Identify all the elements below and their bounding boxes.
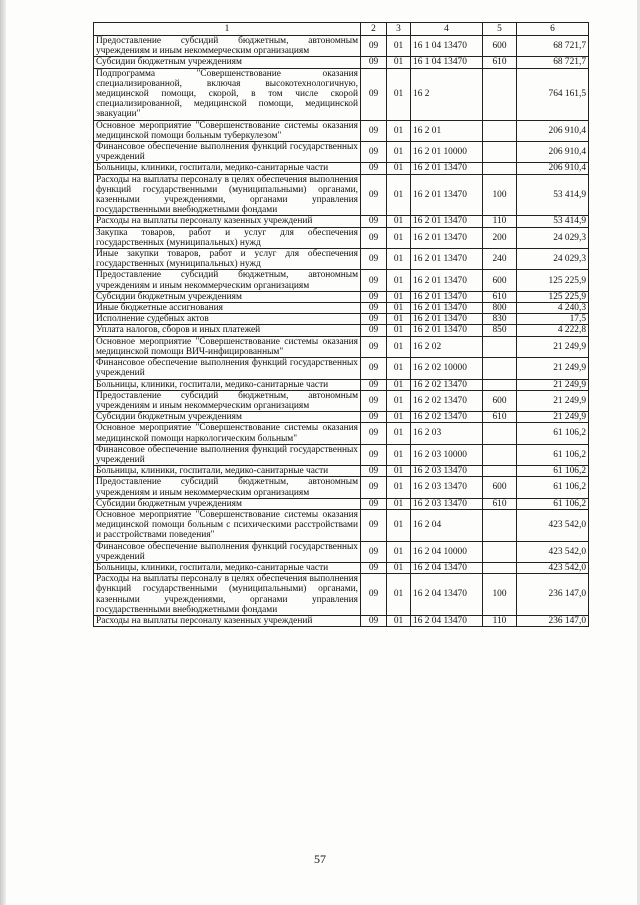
amount-cell: 68 721,7: [517, 57, 589, 68]
column-header: 5: [483, 23, 517, 36]
section-code-cell: 01: [387, 390, 411, 411]
ministry-code-cell: 09: [361, 314, 387, 325]
target-article-cell: 16 2 01 13470: [411, 291, 483, 302]
expense-type-cell: [483, 120, 517, 141]
expense-name-cell: Субсидии бюджетным учреждениям: [94, 291, 361, 302]
target-article-cell: 16 2 02 10000: [411, 358, 483, 379]
table-row: [94, 390, 589, 411]
target-article-cell: 16 2: [411, 68, 483, 120]
table-row: [94, 142, 589, 163]
amount-cell: 423 542,0: [517, 541, 589, 562]
table-row: [94, 291, 589, 302]
expense-type-cell: 600: [483, 477, 517, 498]
expense-name-cell: Финансовое обеспечение выполнения функций государственных учреждений: [94, 358, 361, 379]
table-row: [94, 57, 589, 68]
expense-type-cell: 610: [483, 57, 517, 68]
expense-type-cell: 800: [483, 303, 517, 314]
table-row: [94, 379, 589, 390]
table-row: [94, 325, 589, 336]
amount-cell: 236 147,0: [517, 574, 589, 616]
target-article-cell: 16 2 03 10000: [411, 444, 483, 465]
expense-name-cell: Финансовое обеспечение выполнения функций государственных учреждений: [94, 444, 361, 465]
target-article-cell: 16 2 04 10000: [411, 541, 483, 562]
ministry-code-cell: 09: [361, 120, 387, 141]
expense-type-cell: 610: [483, 412, 517, 423]
expense-type-cell: [483, 358, 517, 379]
amount-cell: 4 222,8: [517, 325, 589, 336]
section-code-cell: 01: [387, 615, 411, 626]
column-header: 2: [361, 23, 387, 36]
section-code-cell: 01: [387, 57, 411, 68]
expense-name-cell: Больницы, клиники, госпитали, медико-санитарные части: [94, 379, 361, 390]
amount-cell: 21 249,9: [517, 336, 589, 357]
table-row: [94, 562, 589, 573]
amount-cell: 21 249,9: [517, 412, 589, 423]
expense-type-cell: [483, 541, 517, 562]
target-article-cell: 16 2 03 13470: [411, 466, 483, 477]
expense-type-cell: [483, 336, 517, 357]
table-row: [94, 444, 589, 465]
amount-cell: 53 414,9: [517, 174, 589, 216]
section-code-cell: 01: [387, 291, 411, 302]
section-code-cell: 01: [387, 574, 411, 616]
target-article-cell: 16 2 04 13470: [411, 562, 483, 573]
table-row: [94, 314, 589, 325]
expense-type-cell: 600: [483, 36, 517, 57]
section-code-cell: 01: [387, 174, 411, 216]
table-row: [94, 120, 589, 141]
expense-type-cell: [483, 142, 517, 163]
ministry-code-cell: 09: [361, 36, 387, 57]
expense-type-cell: [483, 68, 517, 120]
target-article-cell: 16 2 01 13470: [411, 249, 483, 270]
ministry-code-cell: 09: [361, 423, 387, 444]
expense-type-cell: 610: [483, 291, 517, 302]
section-code-cell: 01: [387, 227, 411, 248]
column-header: 4: [411, 23, 483, 36]
target-article-cell: 16 2 04: [411, 509, 483, 541]
expense-name-cell: Больницы, клиники, госпитали, медико-санитарные части: [94, 466, 361, 477]
expense-type-cell: [483, 509, 517, 541]
amount-cell: 125 225,9: [517, 270, 589, 291]
ministry-code-cell: 09: [361, 498, 387, 509]
amount-cell: 61 106,2: [517, 466, 589, 477]
ministry-code-cell: 09: [361, 174, 387, 216]
column-header: 3: [387, 23, 411, 36]
section-code-cell: 01: [387, 303, 411, 314]
expense-type-cell: 240: [483, 249, 517, 270]
target-article-cell: 16 2 01 13470: [411, 227, 483, 248]
table-row: [94, 615, 589, 626]
expense-type-cell: [483, 423, 517, 444]
section-code-cell: 01: [387, 477, 411, 498]
expense-type-cell: [483, 379, 517, 390]
ministry-code-cell: 09: [361, 57, 387, 68]
section-code-cell: 01: [387, 314, 411, 325]
expense-type-cell: 850: [483, 325, 517, 336]
expense-name-cell: Основное мероприятие "Совершенствование системы оказания медицинской помощи ВИЧ-инфицированным": [94, 336, 361, 357]
scan-edge-left: [0, 0, 6, 905]
expense-name-cell: Иные бюджетные ассигнования: [94, 303, 361, 314]
amount-cell: 423 542,0: [517, 562, 589, 573]
amount-cell: 21 249,9: [517, 358, 589, 379]
target-article-cell: 16 2 02: [411, 336, 483, 357]
ministry-code-cell: 09: [361, 615, 387, 626]
amount-cell: 206 910,4: [517, 142, 589, 163]
expense-name-cell: Предоставление субсидий бюджетным, автономным учреждениям и иным некоммерческим организациям: [94, 477, 361, 498]
target-article-cell: 16 2 02 13470: [411, 412, 483, 423]
amount-cell: 4 240,3: [517, 303, 589, 314]
column-header: 6: [517, 23, 589, 36]
budget-table: [93, 22, 589, 627]
expense-name-cell: Финансовое обеспечение выполнения функций государственных учреждений: [94, 541, 361, 562]
expense-type-cell: 610: [483, 498, 517, 509]
section-code-cell: 01: [387, 216, 411, 227]
section-code-cell: 01: [387, 412, 411, 423]
expense-type-cell: 600: [483, 390, 517, 411]
target-article-cell: 16 2 01 13470: [411, 314, 483, 325]
section-code-cell: 01: [387, 379, 411, 390]
target-article-cell: 16 1 04 13470: [411, 57, 483, 68]
target-article-cell: 16 2 01 13470: [411, 270, 483, 291]
section-code-cell: 01: [387, 541, 411, 562]
amount-cell: 61 106,2: [517, 477, 589, 498]
expense-name-cell: Финансовое обеспечение выполнения функций государственных учреждений: [94, 142, 361, 163]
target-article-cell: 16 2 01 10000: [411, 142, 483, 163]
expense-type-cell: 110: [483, 615, 517, 626]
expense-name-cell: Субсидии бюджетным учреждениям: [94, 412, 361, 423]
table-row: [94, 163, 589, 174]
table-row: [94, 423, 589, 444]
target-article-cell: 16 2 02 13470: [411, 379, 483, 390]
amount-cell: 17,5: [517, 314, 589, 325]
table-row: [94, 336, 589, 357]
expense-type-cell: [483, 466, 517, 477]
expense-type-cell: [483, 444, 517, 465]
table-row: [94, 249, 589, 270]
target-article-cell: 16 2 01: [411, 120, 483, 141]
target-article-cell: 16 2 01 13470: [411, 303, 483, 314]
table-row: [94, 68, 589, 120]
ministry-code-cell: 09: [361, 390, 387, 411]
target-article-cell: 16 2 01 13470: [411, 325, 483, 336]
target-article-cell: 16 2 03 13470: [411, 498, 483, 509]
expense-type-cell: 600: [483, 270, 517, 291]
table-row: [94, 412, 589, 423]
table-row: [94, 574, 589, 616]
section-code-cell: 01: [387, 325, 411, 336]
expense-name-cell: Субсидии бюджетным учреждениям: [94, 57, 361, 68]
target-article-cell: 16 2 03: [411, 423, 483, 444]
ministry-code-cell: 09: [361, 562, 387, 573]
expense-type-cell: 100: [483, 574, 517, 616]
section-code-cell: 01: [387, 336, 411, 357]
table-row: [94, 227, 589, 248]
expense-name-cell: Больницы, клиники, госпитали, медико-санитарные части: [94, 562, 361, 573]
expense-name-cell: Закупка товаров, работ и услуг для обеспечения государственных (муниципальных) нужд: [94, 227, 361, 248]
column-header: 1: [94, 23, 361, 36]
target-article-cell: 16 2 01 13470: [411, 216, 483, 227]
ministry-code-cell: 09: [361, 444, 387, 465]
ministry-code-cell: 09: [361, 216, 387, 227]
expense-name-cell: Расходы на выплаты персоналу казенных учреждений: [94, 216, 361, 227]
amount-cell: 764 161,5: [517, 68, 589, 120]
amount-cell: 68 721,7: [517, 36, 589, 57]
ministry-code-cell: 09: [361, 358, 387, 379]
expense-name-cell: Субсидии бюджетным учреждениям: [94, 498, 361, 509]
section-code-cell: 01: [387, 423, 411, 444]
table-row: [94, 541, 589, 562]
table-row: [94, 174, 589, 216]
target-article-cell: 16 2 01 13470: [411, 163, 483, 174]
amount-cell: 206 910,4: [517, 120, 589, 141]
expense-name-cell: Основное мероприятие "Совершенствование системы оказания медицинской помощи больным с психическими расстройствами и расстройствами поведения": [94, 509, 361, 541]
ministry-code-cell: 09: [361, 291, 387, 302]
amount-cell: 61 106,2: [517, 444, 589, 465]
amount-cell: 206 910,4: [517, 163, 589, 174]
table-row: [94, 303, 589, 314]
section-code-cell: 01: [387, 163, 411, 174]
amount-cell: 236 147,0: [517, 615, 589, 626]
ministry-code-cell: 09: [361, 325, 387, 336]
expense-name-cell: Расходы на выплаты персоналу в целях обеспечения выполнения функций государственными (муниципальными) органами, казенными учреждениями, органами управления государственными внебюджетными фондами: [94, 174, 361, 216]
ministry-code-cell: 09: [361, 303, 387, 314]
expense-type-cell: 200: [483, 227, 517, 248]
ministry-code-cell: 09: [361, 336, 387, 357]
section-code-cell: 01: [387, 562, 411, 573]
ministry-code-cell: 09: [361, 142, 387, 163]
section-code-cell: 01: [387, 68, 411, 120]
ministry-code-cell: 09: [361, 477, 387, 498]
section-code-cell: 01: [387, 249, 411, 270]
amount-cell: 61 106,2: [517, 498, 589, 509]
expense-name-cell: Предоставление субсидий бюджетным, автономным учреждениям и иным некоммерческим организациям: [94, 390, 361, 411]
expense-name-cell: Исполнение судебных актов: [94, 314, 361, 325]
expense-name-cell: Основное мероприятие "Совершенствование системы оказания медицинской помощи наркологическим больным": [94, 423, 361, 444]
expense-name-cell: Основное мероприятие "Совершенствование системы оказания медицинской помощи больным туберкулезом": [94, 120, 361, 141]
section-code-cell: 01: [387, 142, 411, 163]
table-row: [94, 498, 589, 509]
ministry-code-cell: 09: [361, 466, 387, 477]
amount-cell: 24 029,3: [517, 249, 589, 270]
ministry-code-cell: 09: [361, 509, 387, 541]
table-row: [94, 477, 589, 498]
expense-type-cell: 830: [483, 314, 517, 325]
table-row: [94, 36, 589, 57]
expense-name-cell: Уплата налогов, сборов и иных платежей: [94, 325, 361, 336]
expense-type-cell: [483, 562, 517, 573]
target-article-cell: 16 2 01 13470: [411, 174, 483, 216]
section-code-cell: 01: [387, 270, 411, 291]
table-body: [94, 36, 589, 627]
expense-name-cell: Предоставление субсидий бюджетным, автономным учреждениям и иным некоммерческим организациям: [94, 36, 361, 57]
target-article-cell: 16 2 03 13470: [411, 477, 483, 498]
section-code-cell: 01: [387, 466, 411, 477]
expense-name-cell: Расходы на выплаты персоналу казенных учреждений: [94, 615, 361, 626]
table-row: [94, 509, 589, 541]
expense-name-cell: Больницы, клиники, госпитали, медико-санитарные части: [94, 163, 361, 174]
ministry-code-cell: 09: [361, 270, 387, 291]
page-number: 57: [314, 852, 326, 866]
amount-cell: 61 106,2: [517, 423, 589, 444]
target-article-cell: 16 2 02 13470: [411, 390, 483, 411]
amount-cell: 24 029,3: [517, 227, 589, 248]
amount-cell: 423 542,0: [517, 509, 589, 541]
target-article-cell: 16 2 04 13470: [411, 615, 483, 626]
section-code-cell: 01: [387, 444, 411, 465]
expense-type-cell: 100: [483, 174, 517, 216]
ministry-code-cell: 09: [361, 249, 387, 270]
expense-name-cell: Расходы на выплаты персоналу в целях обеспечения выполнения функций государственными (муниципальными) органами, казенными учреждениями, органами управления государственными внебюджетными фондами: [94, 574, 361, 616]
amount-cell: 53 414,9: [517, 216, 589, 227]
amount-cell: 21 249,9: [517, 390, 589, 411]
expense-type-cell: 110: [483, 216, 517, 227]
table-header-row: [94, 23, 589, 36]
table-row: [94, 466, 589, 477]
table-row: [94, 358, 589, 379]
amount-cell: 125 225,9: [517, 291, 589, 302]
target-article-cell: 16 1 04 13470: [411, 36, 483, 57]
ministry-code-cell: 09: [361, 68, 387, 120]
ministry-code-cell: 09: [361, 163, 387, 174]
ministry-code-cell: 09: [361, 412, 387, 423]
expense-name-cell: Подпрограмма "Совершенствование оказания специализированной, включая высокотехнологичную, медицинской помощи, скорой, в том числе скорой специализированной, медицинской помощи, медицинской эвакуации": [94, 68, 361, 120]
ministry-code-cell: 09: [361, 574, 387, 616]
expense-name-cell: Иные закупки товаров, работ и услуг для обеспечения государственных (муниципальных) нужд: [94, 249, 361, 270]
section-code-cell: 01: [387, 36, 411, 57]
ministry-code-cell: 09: [361, 379, 387, 390]
section-code-cell: 01: [387, 509, 411, 541]
expense-name-cell: Предоставление субсидий бюджетным, автономным учреждениям и иным некоммерческим организациям: [94, 270, 361, 291]
expense-type-cell: [483, 163, 517, 174]
section-code-cell: 01: [387, 120, 411, 141]
target-article-cell: 16 2 04 13470: [411, 574, 483, 616]
ministry-code-cell: 09: [361, 227, 387, 248]
table-row: [94, 270, 589, 291]
amount-cell: 21 249,9: [517, 379, 589, 390]
table-row: [94, 216, 589, 227]
section-code-cell: 01: [387, 358, 411, 379]
section-code-cell: 01: [387, 498, 411, 509]
ministry-code-cell: 09: [361, 541, 387, 562]
